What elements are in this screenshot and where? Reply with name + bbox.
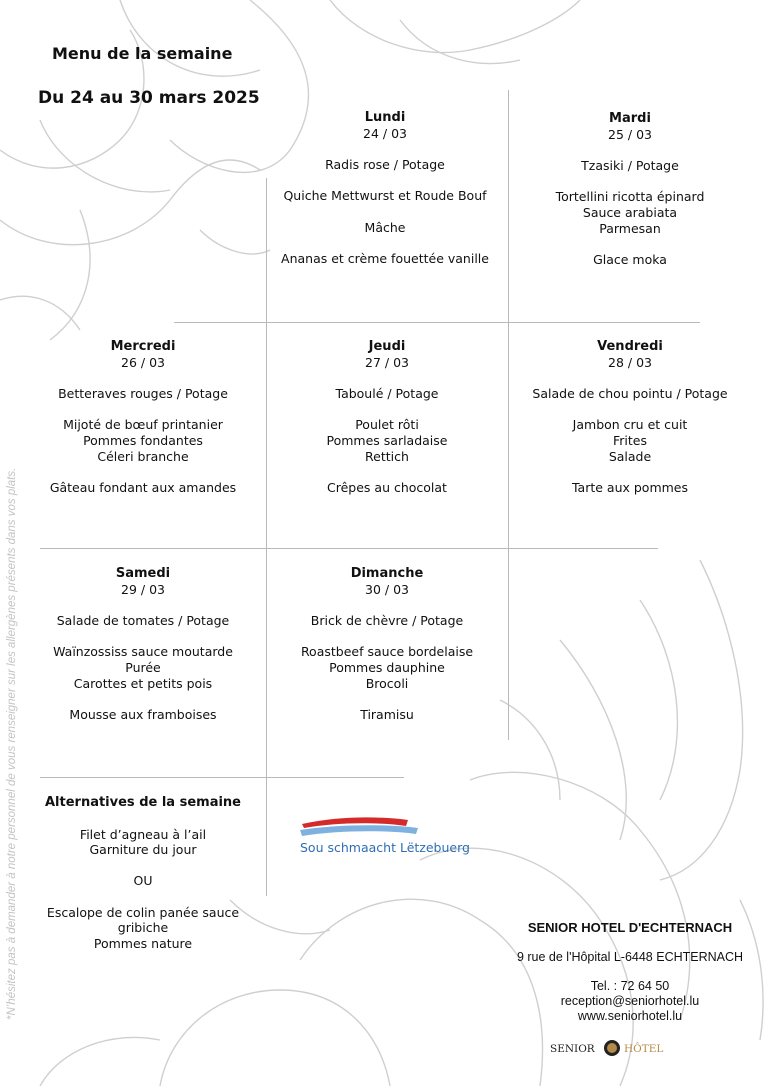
menu-line: Brick de chèvre / Potage (310, 613, 464, 629)
hotel-info (480, 920, 768, 1024)
hotel-email[interactable]: reception@seniorhotel.lu (560, 994, 700, 1008)
hotel-name: SENIOR HOTEL D'ECHTERNACH (527, 920, 733, 935)
menu-line: Escalope de colin panée sauce (46, 904, 240, 920)
menu-line: Glace moka (593, 251, 667, 267)
menu-line: Ananas et crème fouettée vanille (281, 250, 489, 266)
day-name: Mardi (609, 111, 651, 126)
menu-line: Céleri branche (97, 448, 189, 464)
menu-line: Gâteau fondant aux amandes (49, 479, 237, 495)
menu-line: Quiche Mettwurst et Roude Bouf (283, 188, 487, 204)
menu-dates: Du 24 au 30 mars 2025 (38, 88, 260, 108)
menu-line: Roastbeef sauce bordelaise (300, 644, 474, 660)
alternatives-title: Alternatives de la semaine (44, 795, 241, 810)
menu-line: Pommes nature (93, 935, 193, 951)
day-name: Dimanche (350, 566, 424, 581)
grid-line (40, 777, 404, 778)
day-sunday (267, 566, 507, 722)
menu-line: Salade de tomates / Potage (56, 613, 230, 629)
day-wednesday (23, 339, 263, 495)
menu-line: OU (133, 873, 153, 889)
day-saturday (23, 566, 263, 722)
day-date: 26 / 03 (121, 354, 165, 370)
brand-logo-text: Sou schmaacht Lëtzebuerg (300, 840, 470, 855)
menu-line: Jambon cru et cuit (572, 417, 688, 433)
day-date: 25 / 03 (608, 126, 652, 142)
day-name: Jeudi (368, 339, 406, 354)
grid-line (174, 322, 700, 323)
brand-logo (298, 814, 478, 858)
allergen-note: *N’hésitez pas à demander à notre personnel de vous renseigner sur les allergènes présents dans vos plats. (6, 467, 18, 1020)
menu-line: Pommes dauphine (329, 659, 445, 675)
day-friday (510, 339, 750, 495)
weekly-alternatives (23, 795, 263, 951)
menu-line: Brocoli (365, 675, 409, 691)
day-date: 29 / 03 (121, 581, 165, 597)
menu-line: Poulet rôti (355, 417, 419, 433)
menu-line: Mâche (364, 219, 406, 235)
menu-line: Betteraves rouges / Potage (58, 386, 228, 402)
menu-line: Pommes fondantes (83, 432, 203, 448)
menu-line: Mijoté de bœuf printanier (63, 417, 223, 433)
hotel-website[interactable]: www.seniorhotel.lu (577, 1009, 683, 1023)
grid-line (266, 178, 267, 896)
menu-line: Salade de chou pointu / Potage (532, 386, 728, 402)
day-date: 28 / 03 (608, 354, 652, 370)
day-thursday (267, 339, 507, 495)
menu-line: Salade (608, 448, 652, 464)
day-name: Lundi (364, 110, 406, 125)
senior-logo-left: SENIOR (550, 1043, 595, 1055)
menu-line: Taboulé / Potage (335, 386, 439, 402)
menu-line: Tortellini ricotta épinard (555, 189, 705, 205)
senior-hotel-logo (548, 1038, 678, 1058)
day-monday (265, 110, 505, 266)
menu-line: Sauce arabiata (582, 204, 678, 220)
menu-line: Frites (613, 432, 647, 448)
menu-line: Tiramisu (360, 706, 414, 722)
menu-line: Filet d’agneau à l’ail (79, 826, 207, 842)
senior-logo-right: HÔTEL (624, 1043, 664, 1055)
hotel-phone: Tel. : 72 64 50 (590, 979, 670, 993)
day-name: Mercredi (110, 339, 176, 354)
menu-line: Tarte aux pommes (571, 479, 689, 495)
menu-line: Waïnzossiss sauce moutarde (53, 644, 233, 660)
hotel-address: 9 rue de l'Hôpital L-6448 ECHTERNACH (516, 950, 744, 964)
menu-line: Garniture du jour (89, 842, 197, 858)
menu-line: Radis rose / Potage (325, 157, 445, 173)
menu-line: Mousse aux framboises (69, 706, 217, 722)
day-name: Samedi (115, 566, 171, 581)
menu-line: gribiche (117, 920, 169, 936)
menu-line: Carottes et petits pois (73, 675, 213, 691)
menu-title: Menu de la semaine (52, 44, 233, 63)
day-tuesday (510, 111, 750, 267)
grid-line (40, 548, 658, 549)
day-date: 24 / 03 (363, 125, 407, 141)
menu-line: Parmesan (599, 220, 661, 236)
day-date: 27 / 03 (365, 354, 409, 370)
day-date: 30 / 03 (365, 581, 409, 597)
day-name: Vendredi (597, 339, 663, 354)
menu-line: Purée (125, 659, 161, 675)
menu-line: Rettich (365, 448, 409, 464)
menu-line: Crêpes au chocolat (327, 479, 447, 495)
grid-line (508, 90, 509, 740)
menu-line: Pommes sarladaise (326, 432, 448, 448)
menu-line: Tzasiki / Potage (581, 158, 679, 174)
